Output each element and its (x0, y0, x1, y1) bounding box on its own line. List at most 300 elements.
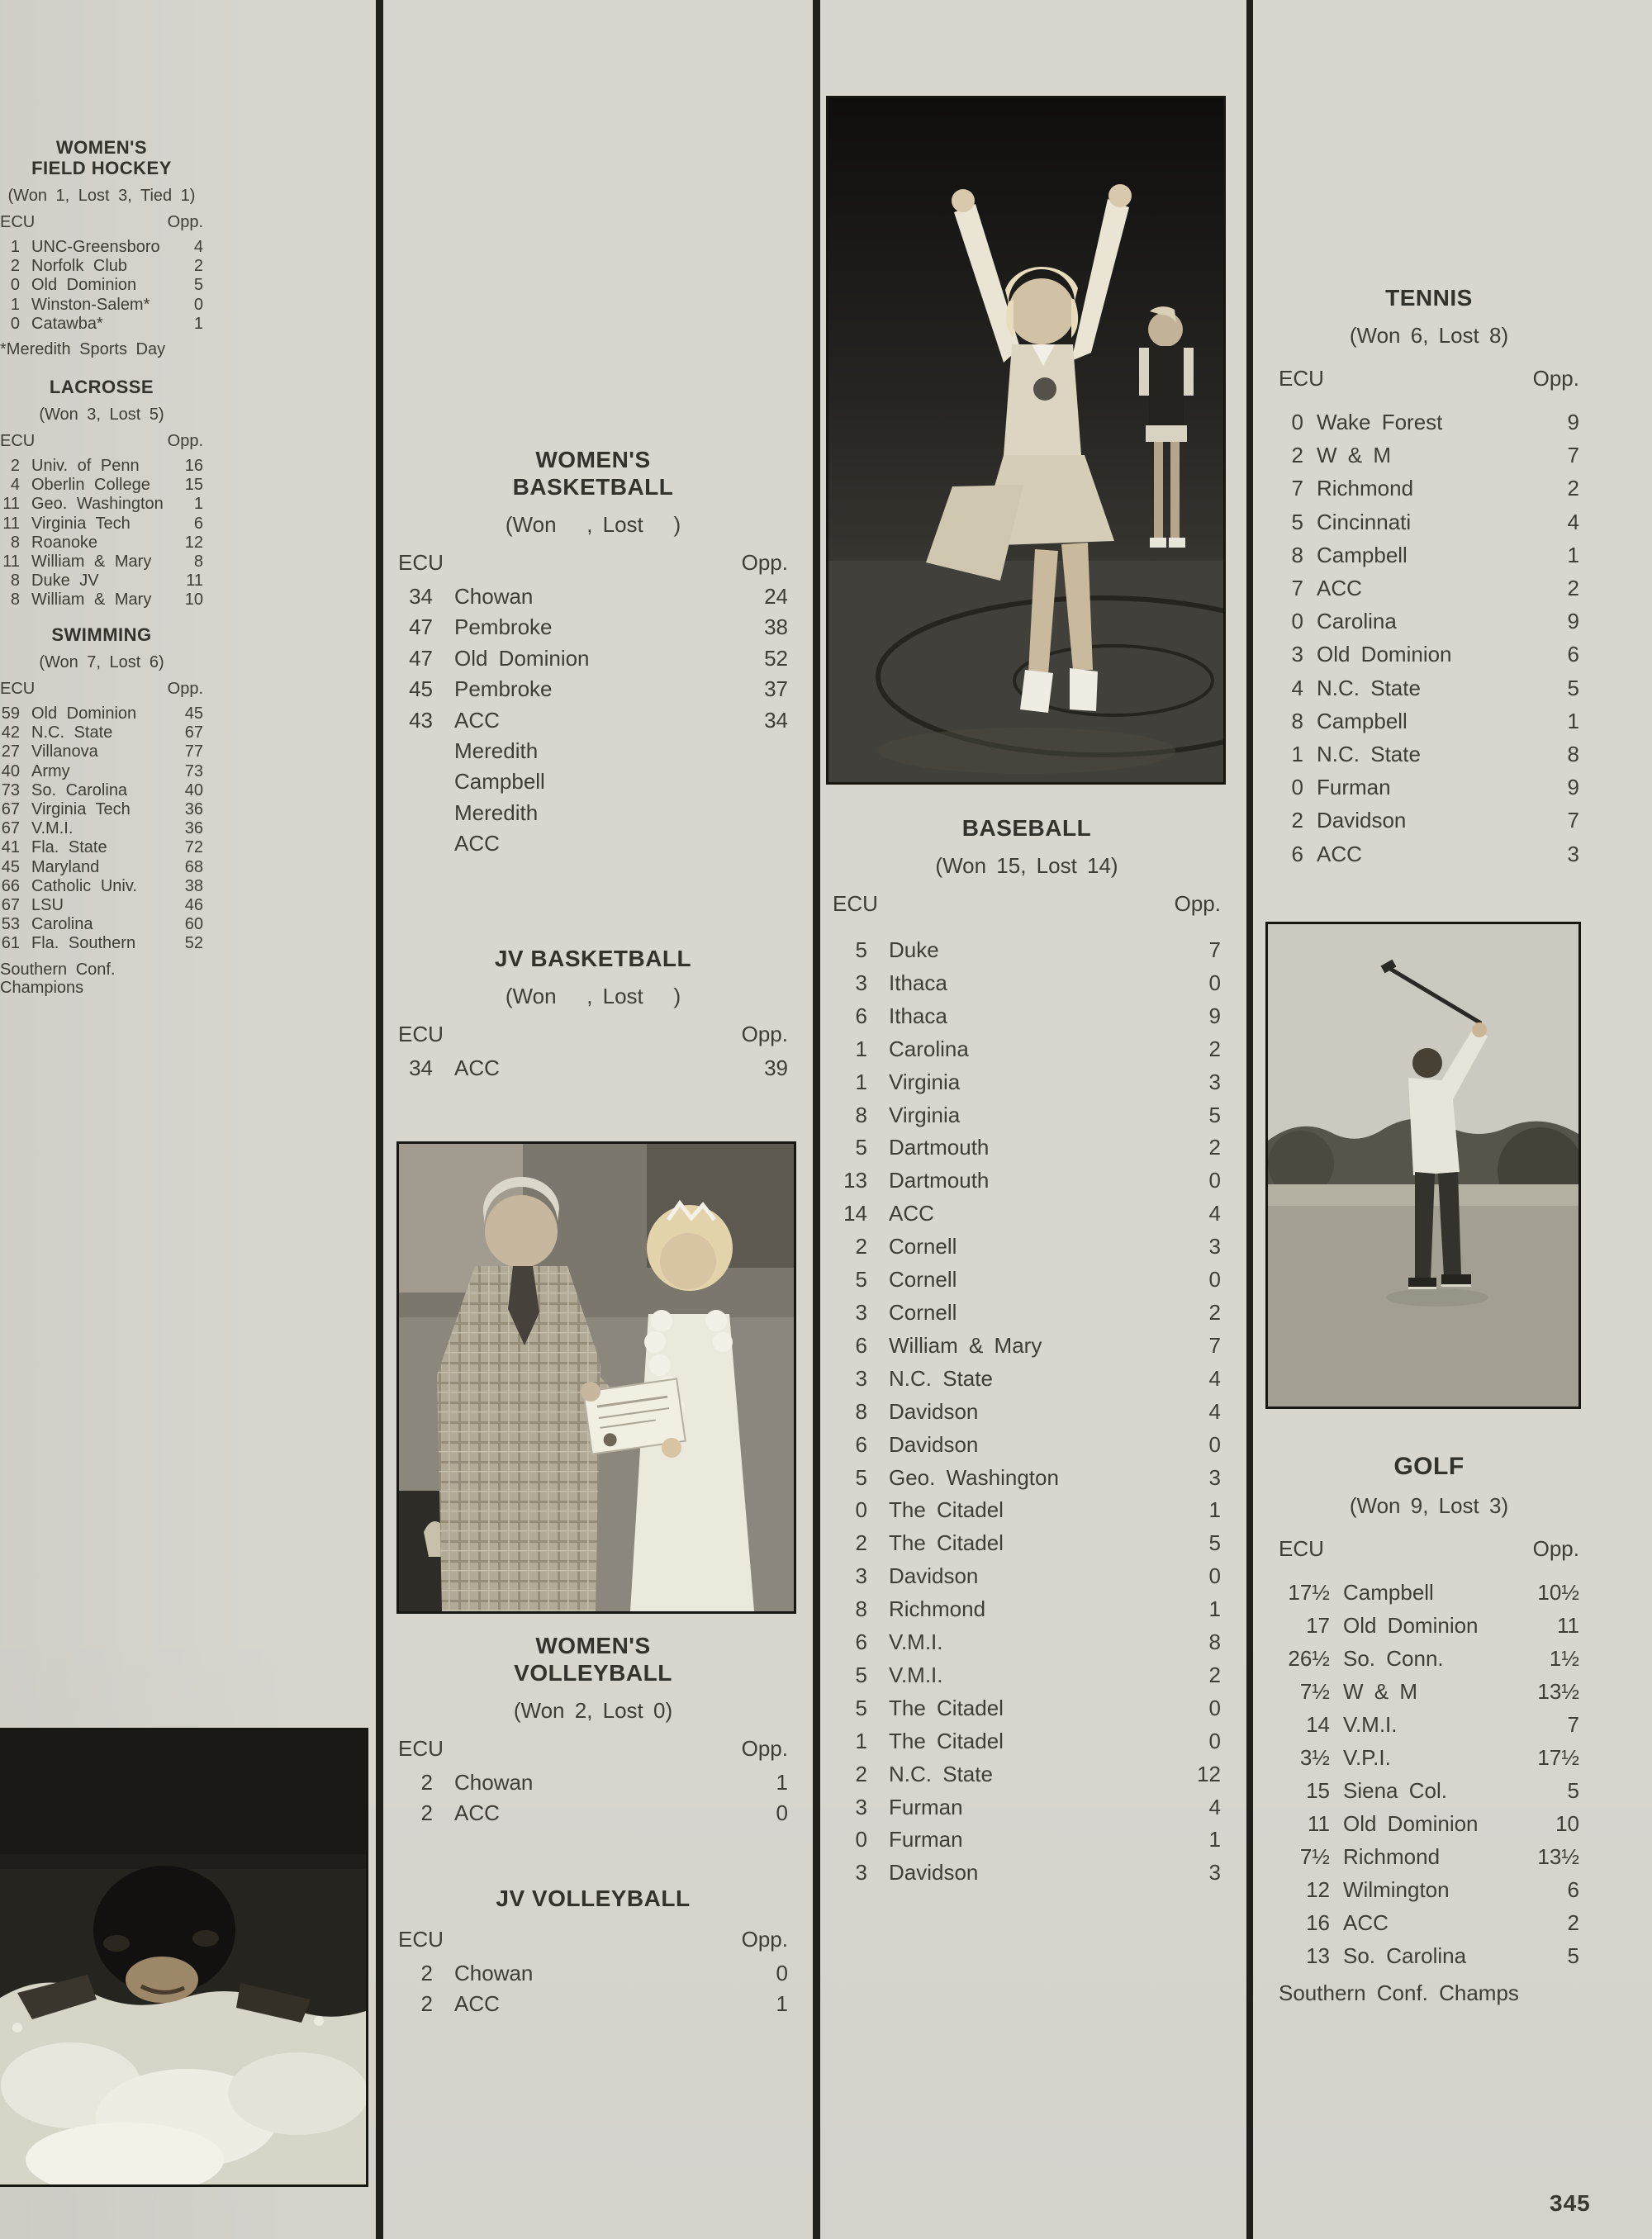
table-header (398, 1023, 788, 1045)
opponent-name: V.M.I. (889, 1662, 943, 1687)
score-row (398, 581, 788, 612)
ecu-score: 47 (409, 614, 433, 640)
ecu-score: 8 (10, 572, 20, 591)
ecu-score: 0 (1291, 775, 1303, 800)
opponent-name: Wilmington (1343, 1877, 1450, 1902)
opponent-name: Ithaca (889, 970, 947, 995)
award-presentation-photo (396, 1141, 796, 1614)
opponent-name: W & M (1343, 1679, 1417, 1704)
cheerleader-illustration (828, 98, 1223, 782)
ecu-score: 1 (855, 1728, 867, 1753)
section-title-line2: FIELD HOCKEY (31, 158, 172, 178)
opponent-name: Villanova (31, 742, 98, 761)
opponent-name: Univ. of Penn (31, 457, 140, 475)
opp-score: 46 (184, 896, 203, 915)
opp-score: 39 (764, 1055, 788, 1080)
ecu-score: 5 (855, 1662, 867, 1687)
section-title-line1: WOMEN'S (535, 447, 651, 472)
opponent-name: Old Dominion (1317, 642, 1452, 667)
score-row (398, 766, 788, 797)
ecu-column-label: ECU (833, 891, 878, 916)
opp-score: 4 (193, 238, 203, 256)
opp-score: 0 (1208, 1563, 1221, 1589)
ecu-score: 5 (855, 1135, 867, 1160)
opponent-name: Carolina (31, 915, 93, 934)
opp-score: 38 (184, 876, 203, 895)
ecu-score: 1 (855, 1069, 867, 1094)
score-table (398, 581, 788, 860)
opponent-name: Furman (889, 1794, 963, 1819)
opponent-name: Campbell (1317, 708, 1408, 733)
ecu-column-label: ECU (1279, 366, 1324, 391)
opp-score: 1 (776, 1770, 788, 1795)
opponent-name: So. Conn. (1343, 1646, 1444, 1671)
ecu-score: 15 (1306, 1778, 1330, 1803)
opp-score: 11 (186, 572, 203, 591)
ecu-score: 3 (855, 1563, 867, 1589)
score-row (833, 1758, 1221, 1791)
opp-score: 10½ (1537, 1580, 1579, 1605)
section-title (398, 446, 788, 500)
score-row (0, 457, 203, 476)
opp-score: 2 (1567, 476, 1579, 501)
section-record: (Won , Lost ) (505, 984, 681, 1008)
opp-column-label: Opp. (167, 213, 203, 231)
ecu-score: 67 (1, 896, 20, 915)
score-row (833, 1429, 1221, 1462)
section-golf (1279, 1452, 1579, 2004)
opp-score: 5 (1567, 1943, 1579, 1968)
opponent-name: ACC (454, 1800, 500, 1826)
opponent-name: ACC (1343, 1910, 1389, 1935)
opponent-name: N.C. State (1317, 675, 1421, 700)
score-row (1279, 1840, 1579, 1873)
ecu-score: 16 (1306, 1910, 1330, 1935)
ecu-score: 6 (855, 1332, 867, 1358)
opponent-name: N.C. State (889, 1365, 993, 1391)
score-row (398, 612, 788, 643)
score-row (833, 1659, 1221, 1692)
score-row (0, 553, 203, 572)
opponent-name: So. Carolina (1343, 1943, 1467, 1968)
score-row (398, 643, 788, 674)
opponent-name: W & M (1317, 443, 1391, 468)
ecu-score: 8 (1291, 708, 1303, 733)
score-row (0, 515, 203, 534)
ecu-score: 2 (1291, 808, 1303, 833)
ecu-score: 7½ (1299, 1844, 1330, 1869)
opponent-name: Geo. Washington (31, 495, 164, 514)
opp-score: 6 (193, 514, 203, 533)
score-row (0, 591, 203, 610)
ecu-score: 13 (843, 1168, 867, 1193)
opp-score: 1 (1208, 1596, 1221, 1622)
opponent-name: William & Mary (889, 1332, 1042, 1358)
ecu-score: 67 (1, 819, 20, 838)
opp-column-label: Opp. (741, 550, 788, 575)
section-swimming (0, 624, 203, 997)
score-row (398, 1767, 788, 1798)
opponent-name: ACC (454, 831, 500, 856)
opp-score: 0 (1208, 1168, 1221, 1193)
score-row (833, 1330, 1221, 1363)
opp-column-label: Opp. (741, 1022, 788, 1046)
opponent-name: LSU (31, 896, 64, 915)
opponent-name: Chowan (454, 1770, 534, 1795)
opponent-name: The Citadel (889, 1497, 1004, 1523)
ecu-score: 4 (1291, 675, 1303, 700)
opp-score: 1 (1208, 1497, 1221, 1523)
opp-score: 12 (1197, 1761, 1221, 1786)
opp-score: 52 (184, 934, 203, 953)
score-row (833, 1264, 1221, 1297)
score-table (0, 238, 203, 334)
opp-score: 72 (184, 838, 203, 857)
ecu-score: 2 (420, 1991, 433, 2017)
score-row (0, 572, 203, 591)
score-row (1279, 671, 1579, 704)
ecu-score: 3 (855, 1794, 867, 1819)
opp-score: 10 (1555, 1811, 1579, 1836)
score-row (833, 1131, 1221, 1165)
opp-score: 1 (1567, 542, 1579, 567)
ecu-score: 1 (10, 238, 20, 256)
opp-score: 0 (1208, 970, 1221, 995)
ecu-score: 3 (855, 1365, 867, 1391)
opp-score: 5 (1208, 1102, 1221, 1127)
page-number: 345 (1550, 2190, 1591, 2216)
score-row (1279, 572, 1579, 605)
score-row (1279, 1708, 1579, 1741)
opponent-name: Richmond (1317, 476, 1414, 501)
opponent-name: Virginia (889, 1069, 961, 1094)
score-row (1279, 538, 1579, 572)
score-row (398, 736, 788, 766)
opponent-name: ACC (1317, 576, 1362, 601)
score-row (1279, 704, 1579, 738)
opp-score: 1 (1567, 708, 1579, 733)
opp-column-label: Opp. (741, 1736, 788, 1761)
opp-score: 2 (1208, 1135, 1221, 1160)
opponent-name: Davidson (889, 1431, 979, 1457)
ecu-score: 11 (2, 514, 20, 533)
opp-score: 67 (184, 723, 203, 742)
opponent-name: Furman (1317, 775, 1391, 800)
ecu-score: 67 (1, 800, 20, 819)
opponent-name: Davidson (889, 1563, 979, 1589)
opponent-name: Catawba* (31, 314, 103, 333)
opponent-name: Siena Col. (1343, 1778, 1447, 1803)
opponent-name: Richmond (889, 1596, 986, 1622)
ecu-score: 11 (2, 495, 20, 514)
opp-score: 4 (1208, 1201, 1221, 1226)
opp-score: 37 (764, 676, 788, 702)
opp-score: 9 (1567, 609, 1579, 634)
ecu-column-label: ECU (398, 1927, 444, 1952)
ecu-score: 8 (1291, 542, 1303, 567)
opponent-name: Dartmouth (889, 1135, 990, 1160)
opponent-name: Fla. Southern (31, 934, 136, 953)
award-illustration (399, 1144, 794, 1611)
section-record: (Won 3, Lost 5) (39, 406, 164, 424)
opponent-name: Cincinnati (1317, 509, 1412, 534)
ecu-score: 6 (855, 1431, 867, 1457)
score-row (0, 934, 203, 953)
ecu-column-label: ECU (0, 213, 36, 231)
ecu-score: 0 (1291, 410, 1303, 434)
opp-score: 8 (193, 553, 203, 572)
opp-score: 0 (776, 1961, 788, 1985)
ecu-score: 2 (1291, 443, 1303, 468)
score-row (833, 1396, 1221, 1429)
ecu-score: 47 (409, 645, 433, 671)
ecu-score: 8 (10, 533, 20, 552)
score-row (398, 798, 788, 828)
opp-score: 7 (1567, 1712, 1579, 1737)
ecu-score: 43 (409, 707, 433, 733)
opp-score: 6 (1567, 1877, 1579, 1902)
section-womens-field-hockey (0, 137, 203, 358)
opponent-name: Duke (889, 937, 939, 962)
opp-score: 1 (776, 1991, 788, 2017)
opponent-name: Old Dominion (1343, 1811, 1479, 1836)
opp-score: 3 (1208, 1464, 1221, 1490)
score-row (833, 1824, 1221, 1857)
ecu-score: 61 (1, 934, 20, 953)
ecu-score: 11 (1308, 1811, 1330, 1836)
section-title-line2: BASKETBALL (512, 474, 674, 500)
opponent-name: N.C. State (1317, 742, 1421, 767)
ecu-score: 66 (1, 876, 20, 895)
table-header (398, 1928, 788, 1950)
ecu-score: 17 (1306, 1613, 1330, 1638)
score-row (398, 705, 788, 736)
score-row (0, 781, 203, 800)
opp-score: 7 (1567, 808, 1579, 833)
score-row (833, 1033, 1221, 1066)
opp-score: 36 (184, 800, 203, 819)
opp-score: 6 (1567, 642, 1579, 667)
table-header (1279, 1538, 1579, 1559)
section-record: (Won 7, Lost 6) (39, 653, 164, 671)
opp-score: 5 (193, 276, 203, 295)
opp-score: 8 (1208, 1629, 1221, 1655)
opp-column-label: Opp. (167, 680, 203, 698)
section-title (398, 1632, 788, 1686)
section-title: JV VOLLEYBALL (496, 1886, 691, 1911)
ecu-score: 6 (1291, 841, 1303, 866)
opponent-name: Virginia Tech (31, 514, 131, 533)
opp-score: 10 (184, 591, 203, 610)
section-title: TENNIS (1385, 285, 1473, 311)
score-row (1279, 605, 1579, 638)
ecu-score: 4 (10, 476, 20, 495)
section-record: (Won 1, Lost 3, Tied 1) (7, 187, 196, 205)
opponent-name: Campbell (1343, 1580, 1434, 1605)
section-record: (Won 6, Lost 8) (1349, 323, 1509, 348)
score-row (1279, 1609, 1579, 1642)
table-header (0, 213, 203, 231)
score-row (0, 762, 203, 781)
opponent-name: N.C. State (889, 1761, 993, 1786)
score-row (0, 476, 203, 495)
section-baseball (833, 814, 1221, 1890)
ecu-score: 3 (1291, 642, 1303, 667)
opp-score: 15 (184, 476, 203, 495)
opp-score: 2 (1208, 1036, 1221, 1061)
opp-score: 5 (1567, 675, 1579, 700)
section-title-line1: WOMEN'S (535, 1633, 651, 1658)
score-row (833, 1527, 1221, 1560)
section-note: Southern Conf. Champions (0, 960, 116, 997)
score-row (1279, 804, 1579, 837)
ecu-score: 0 (855, 1497, 867, 1523)
score-row (0, 915, 203, 934)
ecu-score: 0 (10, 314, 20, 333)
opponent-name: Duke JV (31, 572, 99, 591)
opp-score: 0 (776, 1800, 788, 1826)
column-divider (376, 0, 383, 2239)
score-table (1279, 1576, 1579, 1972)
opponent-name: So. Carolina (31, 780, 128, 799)
opponent-name: Richmond (1343, 1844, 1441, 1869)
opp-score: 13½ (1537, 1844, 1579, 1869)
ecu-score: 0 (855, 1827, 867, 1852)
opponent-name: ACC (1317, 841, 1362, 866)
score-table (833, 934, 1221, 1890)
opp-score: 0 (193, 295, 203, 314)
score-row (833, 1363, 1221, 1396)
score-row (1279, 771, 1579, 804)
score-table (398, 1958, 788, 2020)
opponent-name: V.M.I. (31, 819, 74, 838)
ecu-score: 73 (1, 780, 20, 799)
score-row (0, 819, 203, 838)
score-row (1279, 505, 1579, 538)
opp-score: 60 (184, 915, 203, 934)
ecu-score: 2 (10, 257, 20, 276)
opponent-name: Pembroke (454, 676, 553, 702)
ecu-score: 8 (855, 1596, 867, 1622)
section-title-line2: VOLLEYBALL (514, 1660, 672, 1686)
score-row (0, 838, 203, 857)
score-row (1279, 1675, 1579, 1708)
ecu-score: 2 (855, 1530, 867, 1556)
ecu-score: 5 (855, 937, 867, 962)
section-womens-basketball (398, 446, 788, 860)
section-title (0, 137, 203, 178)
score-row (0, 534, 203, 553)
section-note: *Meredith Sports Day (0, 340, 166, 359)
opp-score: 73 (184, 761, 203, 780)
column-divider (1246, 0, 1253, 2239)
ecu-column-label: ECU (398, 1022, 444, 1046)
ecu-score: 2 (855, 1234, 867, 1259)
ecu-score: 1 (1291, 742, 1303, 767)
score-row (833, 1297, 1221, 1330)
opponent-name: V.M.I. (1343, 1712, 1398, 1737)
score-table (398, 1767, 788, 1829)
ecu-score: 42 (1, 723, 20, 742)
score-row (398, 1798, 788, 1829)
ecu-score: 2 (855, 1761, 867, 1786)
score-row (1279, 1906, 1579, 1939)
opp-column-label: Opp. (741, 1927, 788, 1952)
opponent-name: Catholic Univ. (31, 876, 137, 895)
opp-score: 2 (1208, 1299, 1221, 1325)
score-row (833, 1692, 1221, 1725)
score-row (1279, 837, 1579, 870)
opp-score: 8 (1567, 742, 1579, 767)
opp-score: 16 (184, 457, 203, 475)
opponent-name: Virginia Tech (31, 800, 131, 819)
ecu-score: 11 (2, 553, 20, 572)
score-row (398, 1958, 788, 1989)
section-note: Southern Conf. Champs (1279, 1980, 1519, 2005)
opponent-name: William & Mary (31, 591, 152, 610)
swimmer-illustration (0, 1730, 366, 2184)
score-table (398, 1053, 788, 1084)
opponent-name: Carolina (889, 1036, 969, 1061)
opp-score: 4 (1208, 1398, 1221, 1424)
score-row (0, 877, 203, 896)
opponent-name: Carolina (1317, 609, 1397, 634)
score-row (1279, 1741, 1579, 1774)
opp-score: 1 (193, 314, 203, 333)
ecu-score: 8 (855, 1398, 867, 1424)
opp-score: 12 (184, 533, 203, 552)
column-divider (813, 0, 820, 2239)
score-row (0, 238, 203, 257)
opp-score: 3 (1208, 1860, 1221, 1886)
opponent-name: Geo. Washington (889, 1464, 1059, 1490)
ecu-score: 2 (420, 1961, 433, 1985)
ecu-score: 14 (843, 1201, 867, 1226)
swimmer-photo (0, 1728, 368, 2187)
ecu-score: 13 (1306, 1943, 1330, 1968)
opp-column-label: Opp. (167, 432, 203, 450)
ecu-score: 12 (1306, 1877, 1330, 1902)
ecu-score: 0 (1291, 609, 1303, 634)
ecu-score: 5 (855, 1695, 867, 1720)
ecu-score: 34 (409, 584, 433, 609)
ecu-score: 7 (1291, 576, 1303, 601)
table-header (833, 893, 1221, 914)
opponent-name: Ithaca (889, 1003, 947, 1028)
opp-score: 1 (193, 495, 203, 514)
score-row (833, 1165, 1221, 1198)
opp-score: 9 (1567, 410, 1579, 434)
opponent-name: Old Dominion (1343, 1613, 1479, 1638)
ecu-column-label: ECU (398, 550, 444, 575)
opp-score: 38 (764, 614, 788, 640)
score-row (833, 1099, 1221, 1132)
ecu-score: 1 (10, 295, 20, 314)
opp-score: 5 (1567, 1778, 1579, 1803)
ecu-score: 6 (855, 1629, 867, 1655)
opponent-name: Chowan (454, 584, 534, 609)
opp-score: 9 (1208, 1003, 1221, 1028)
opp-score: 7 (1208, 1332, 1221, 1358)
opponent-name: The Citadel (889, 1728, 1004, 1753)
opp-score: 52 (764, 645, 788, 671)
score-row (833, 1560, 1221, 1593)
opp-score: 45 (184, 704, 203, 723)
ecu-score: 2 (420, 1800, 433, 1826)
opp-score: 4 (1208, 1365, 1221, 1391)
score-table (0, 457, 203, 610)
opponent-name: Norfolk Club (31, 257, 128, 276)
